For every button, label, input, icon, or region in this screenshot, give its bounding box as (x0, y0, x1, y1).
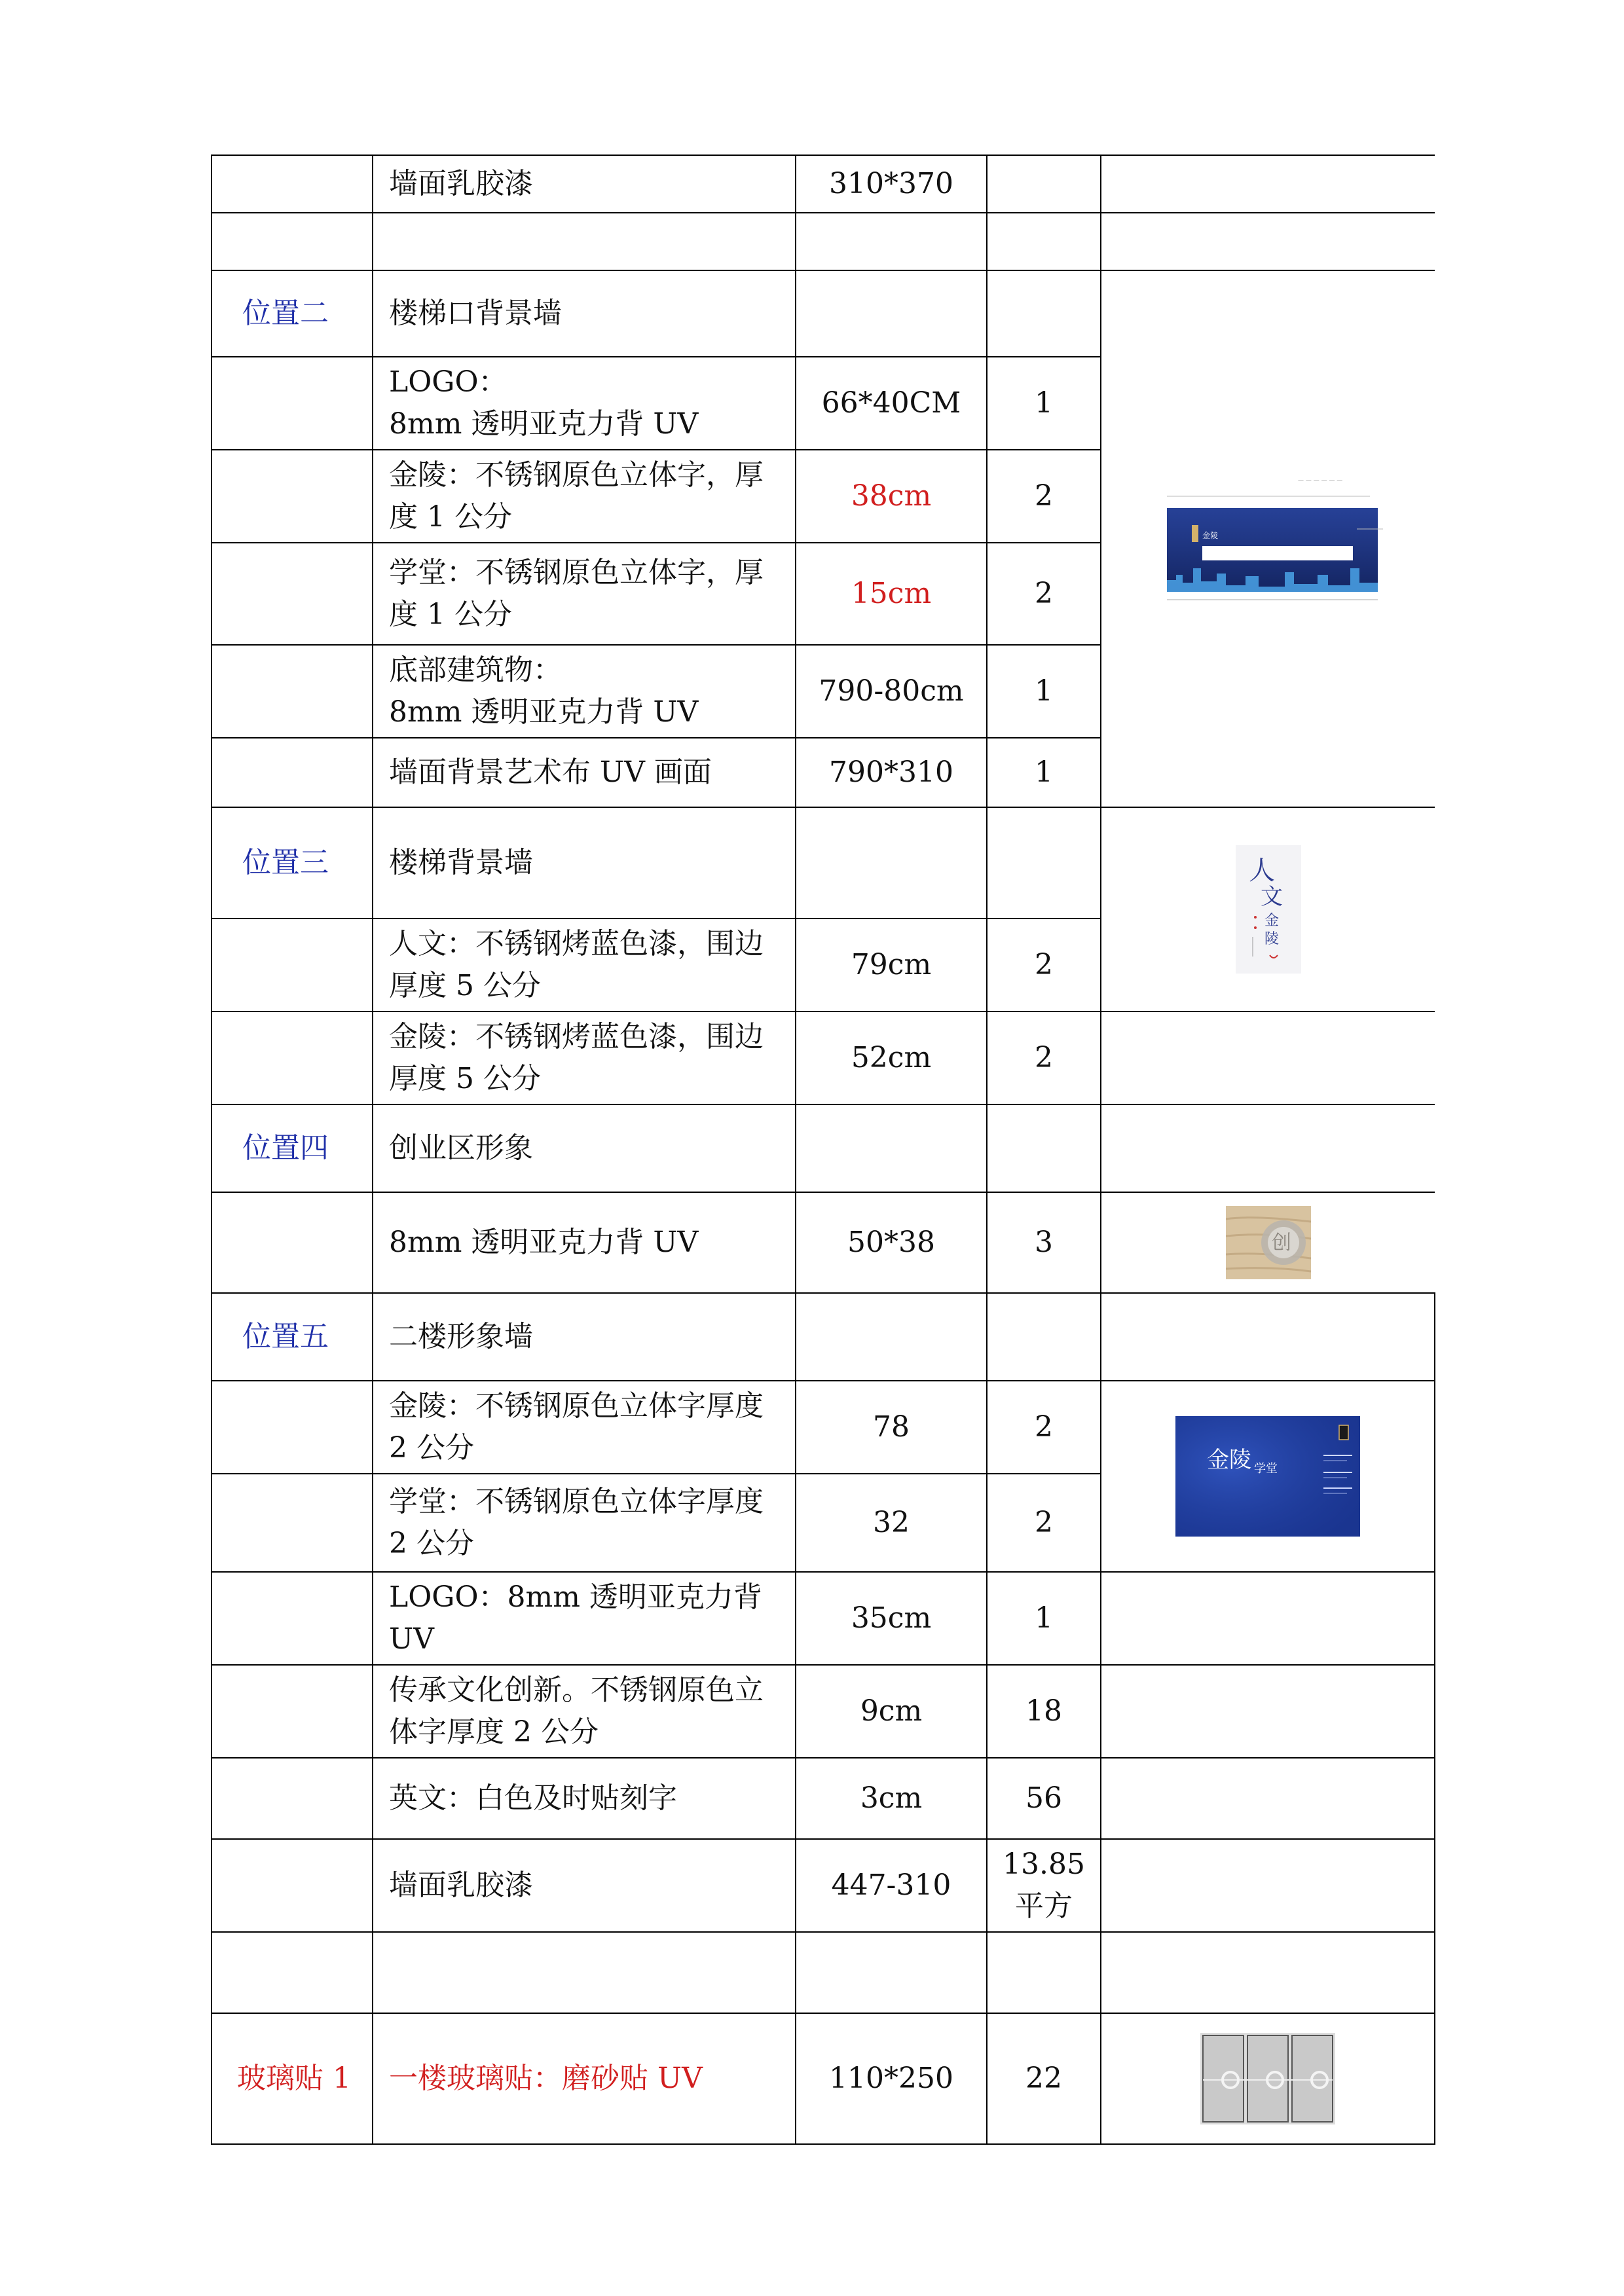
item-cell: 墙面乳胶漆 (373, 1839, 796, 1932)
svg-text:创: 创 (1271, 1231, 1291, 1254)
position-label: 位置二 (212, 270, 373, 357)
table-row (212, 1839, 1435, 1932)
size-cell (796, 1104, 987, 1192)
qty-cell (987, 213, 1101, 270)
table-row (212, 1104, 1435, 1192)
position-cell (212, 738, 373, 807)
position-cell (212, 1665, 373, 1758)
blue-image-wall-image (1175, 1416, 1360, 1537)
item-cell: 墙面乳胶漆 (373, 155, 796, 213)
item-cell: 金陵：不锈钢原色立体字，厚度 1 公分 (373, 450, 796, 543)
table-row (212, 1758, 1435, 1839)
image-cell-pos2 (1101, 270, 1435, 807)
item-cell: 英文：白色及时贴刻字 (373, 1758, 796, 1839)
qty-cell: 2 (987, 1011, 1101, 1104)
size-cell: 9cm (796, 1665, 987, 1758)
position-cell (212, 1011, 373, 1104)
size-cell (796, 1932, 987, 2013)
item-cell (373, 357, 796, 450)
image-cell (1101, 1572, 1435, 1665)
spec-table (211, 155, 1435, 2145)
position-cell (212, 543, 373, 645)
size-cell (796, 213, 987, 270)
item-cell: 人文：不锈钢烤蓝色漆，围边厚度 5 公分 (373, 919, 796, 1011)
image-cell (1101, 1758, 1435, 1839)
table-row (212, 1293, 1435, 1381)
table-row (212, 807, 1435, 919)
item-cell: 金陵：不锈钢原色立体字厚度 2 公分 (373, 1381, 796, 1474)
size-cell: 447-310 (796, 1839, 987, 1932)
position-label: 位置四 (212, 1104, 373, 1192)
position-cell (212, 1192, 373, 1293)
item-line-2: 8mm 透明亚克力背 UV (389, 695, 699, 729)
table-row (212, 270, 1435, 357)
qty-cell: 1 (987, 645, 1101, 738)
table-row (212, 155, 1435, 213)
position-cell (212, 155, 373, 213)
qty-cell: 2 (987, 1381, 1101, 1474)
item-cell (373, 213, 796, 270)
qty-cell: 1 (987, 738, 1101, 807)
position-cell (212, 919, 373, 1011)
size-cell (796, 1293, 987, 1381)
item-cell: 学堂：不锈钢原色立体字厚度 2 公分 (373, 1474, 796, 1572)
svg-text:人: 人 (1248, 856, 1275, 886)
svg-text:金: 金 (1264, 913, 1279, 929)
qty-cell (987, 1839, 1101, 1932)
image-cell-glass (1101, 2013, 1435, 2144)
table-row (212, 213, 1435, 270)
position-cell (212, 1474, 373, 1572)
qty-cell: 56 (987, 1758, 1101, 1839)
image-cell (1101, 213, 1435, 270)
size-cell (796, 270, 987, 357)
item-cell: 创业区形象 (373, 1104, 796, 1192)
qty-cell (987, 1104, 1101, 1192)
position-cell (212, 1758, 373, 1839)
qty-line-2: 平方 (1015, 1889, 1073, 1923)
qty-cell (987, 1293, 1101, 1381)
size-cell: 3cm (796, 1758, 987, 1839)
frosted-glass-panels-image (1200, 2033, 1335, 2124)
qty-cell: 18 (987, 1665, 1101, 1758)
table-row (212, 1572, 1435, 1665)
position-cell (212, 1572, 373, 1665)
image-cell-pos3 (1101, 807, 1435, 1011)
svg-text:学堂: 学堂 (1254, 1462, 1278, 1476)
renwen-jinling-sign-image (1236, 845, 1301, 974)
item-cell: 一楼玻璃贴：磨砂贴 UV (373, 2013, 796, 2144)
image-cell (1101, 155, 1435, 213)
item-cell: 楼梯背景墙 (373, 807, 796, 919)
size-cell: 79cm (796, 919, 987, 1011)
item-cell: LOGO：8mm 透明亚克力背 UV (373, 1572, 796, 1665)
position-label: 位置五 (212, 1293, 373, 1381)
table-row (212, 1192, 1435, 1293)
size-cell: 52cm (796, 1011, 987, 1104)
image-cell (1101, 1293, 1435, 1381)
item-cell: 传承文化创新。不锈钢原色立体字厚度 2 公分 (373, 1665, 796, 1758)
image-cell (1101, 1104, 1435, 1192)
table-row (212, 1011, 1435, 1104)
qty-cell: 3 (987, 1192, 1101, 1293)
size-cell: 38cm (796, 450, 987, 543)
stair-wall-render-image (1154, 470, 1383, 608)
size-cell (796, 807, 987, 919)
size-cell: 110*250 (796, 2013, 987, 2144)
position-cell (212, 450, 373, 543)
item-line-1: 底部建筑物： (389, 653, 562, 687)
qty-line-1: 13.85 (1003, 1848, 1085, 1881)
image-cell (1101, 1011, 1435, 1104)
image-cell (1101, 1932, 1435, 2013)
table-row (212, 1932, 1435, 2013)
position-label: 玻璃贴 1 (212, 2013, 373, 2144)
item-line-1: LOGO： (389, 365, 507, 399)
qty-cell (987, 155, 1101, 213)
item-cell: 二楼形象墙 (373, 1293, 796, 1381)
image-cell-pos5 (1101, 1381, 1435, 1572)
svg-text:金陵: 金陵 (1202, 531, 1218, 540)
qty-cell: 1 (987, 1572, 1101, 1665)
image-cell (1101, 1839, 1435, 1932)
item-cell (373, 645, 796, 738)
position-cell (212, 213, 373, 270)
qty-cell (987, 807, 1101, 919)
svg-text:文: 文 (1260, 884, 1283, 910)
size-cell: 78 (796, 1381, 987, 1474)
table-row (212, 1665, 1435, 1758)
item-line-2: 8mm 透明亚克力背 UV (389, 407, 699, 441)
svg-text:金陵: 金陵 (1207, 1447, 1251, 1473)
table-row (212, 1381, 1435, 1474)
item-cell: 8mm 透明亚克力背 UV (373, 1192, 796, 1293)
item-cell (373, 1932, 796, 2013)
item-cell: 楼梯口背景墙 (373, 270, 796, 357)
position-label: 位置三 (212, 807, 373, 919)
size-cell: 50*38 (796, 1192, 987, 1293)
svg-text:陵: 陵 (1264, 931, 1279, 947)
image-cell-pos4 (1101, 1192, 1435, 1293)
qty-cell: 22 (987, 2013, 1101, 2144)
qty-cell (987, 1932, 1101, 2013)
position-cell (212, 1381, 373, 1474)
size-cell: 15cm (796, 543, 987, 645)
qty-cell (987, 270, 1101, 357)
image-cell (1101, 1665, 1435, 1758)
size-cell: 790*310 (796, 738, 987, 807)
item-cell: 学堂：不锈钢原色立体字，厚度 1 公分 (373, 543, 796, 645)
size-cell: 790-80cm (796, 645, 987, 738)
position-cell (212, 1839, 373, 1932)
qty-cell: 2 (987, 919, 1101, 1011)
position-cell (212, 645, 373, 738)
svg-text:— — — — — —: — — — — — — (1297, 477, 1342, 484)
size-cell: 32 (796, 1474, 987, 1572)
size-cell: 66*40CM (796, 357, 987, 450)
qty-cell: 2 (987, 543, 1101, 645)
position-cell (212, 357, 373, 450)
wood-logo-panel-image (1226, 1206, 1311, 1279)
item-cell: 墙面背景艺术布 UV 画面 (373, 738, 796, 807)
table-row (212, 2013, 1435, 2144)
qty-cell: 2 (987, 1474, 1101, 1572)
qty-cell: 2 (987, 450, 1101, 543)
size-cell: 310*370 (796, 155, 987, 213)
qty-cell: 1 (987, 357, 1101, 450)
item-cell: 金陵：不锈钢烤蓝色漆，围边厚度 5 公分 (373, 1011, 796, 1104)
size-cell: 35cm (796, 1572, 987, 1665)
position-cell (212, 1932, 373, 2013)
